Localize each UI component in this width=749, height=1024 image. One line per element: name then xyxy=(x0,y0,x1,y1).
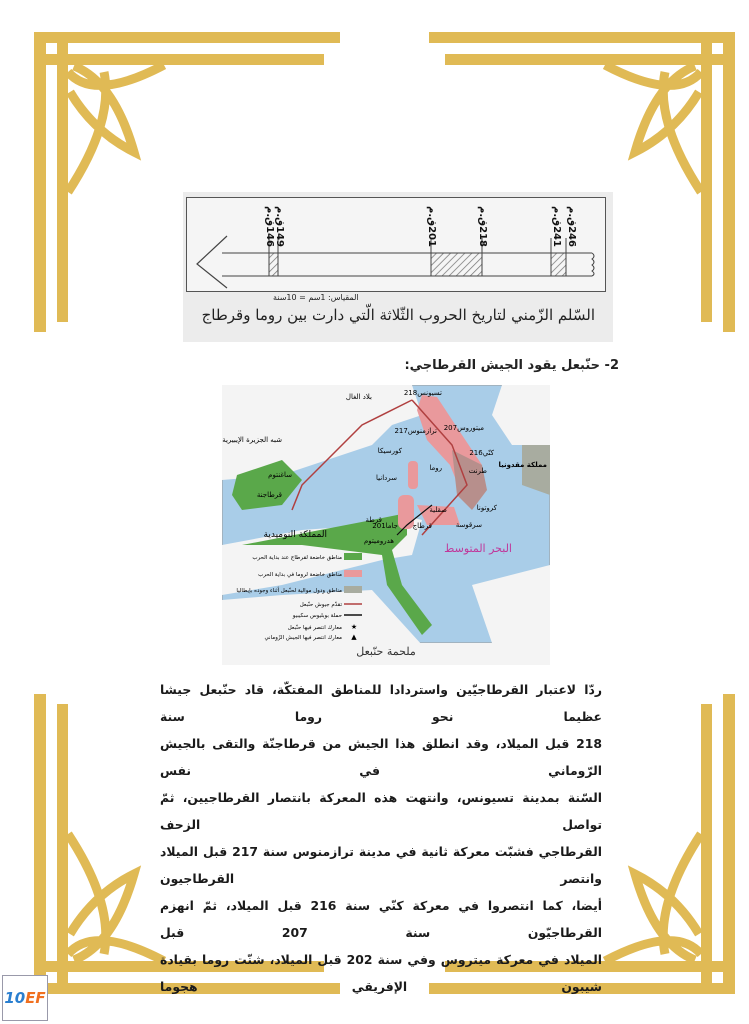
legend-item: معارك انتصر فيها الجيش الرّوماني xyxy=(264,635,342,641)
map-label: تسيونس218 xyxy=(403,389,442,397)
text-line: ردّا لاعتبار القرطاجيّين واستردادا للمناطق المفتكّة، قاد حنّبعل جيشا عظيما نحو روما سنة xyxy=(160,682,602,724)
timeline-date: 149ق.م xyxy=(274,206,285,247)
map-label: سرقوسة xyxy=(455,521,482,529)
map-label: ميتوروس207 xyxy=(443,424,484,432)
map-label: كنّي216 xyxy=(469,449,494,457)
legend-item: حملة بوبليوس سكيبيو xyxy=(292,613,342,619)
map-label: كروتونا xyxy=(476,504,497,512)
text-line: الميلاد في معركة ميتروس وفي سنة 202 قبل الميلاد، شنّت روما بقيادة شيبون الإفريقي هجوما xyxy=(160,952,602,994)
map-label: ترازمنوس217 xyxy=(394,427,437,435)
timeline-scale: المقياس: 1سم = 10سنة xyxy=(273,293,359,302)
map-label: قرطاج xyxy=(412,522,432,530)
map-label: قرطة xyxy=(365,516,382,524)
map-label: سردانيا xyxy=(376,474,397,482)
map-label: ساغنتوم xyxy=(268,471,292,479)
map-label: روما xyxy=(429,464,442,472)
map-caption: ملحمة حنّبعل xyxy=(356,645,416,658)
svg-text:▲: ▲ xyxy=(351,633,357,641)
map-label: المملكة النوميدية xyxy=(263,530,327,540)
timeline-arrow xyxy=(187,198,605,291)
map-label: هدروميتوم xyxy=(363,537,394,545)
map-label: بلاد الغال xyxy=(345,393,372,401)
logo-number: 10 xyxy=(4,989,26,1007)
legend-item: مناطق خاضعة لروما في بداية الحرب xyxy=(258,572,342,578)
legend-item: تقدّم جيوش حنّبعل xyxy=(299,602,342,608)
timeline-date: 246ق.م xyxy=(566,206,577,247)
timeline-caption: السّلم الزّمني لتاريخ الحروب الثّلاثة الّتي دارت بين روما وقرطاج xyxy=(201,306,595,324)
timeline-box xyxy=(186,197,606,292)
map-label: البحر المتوسط xyxy=(444,542,512,555)
text-line: أيضا، كما انتصروا في معركة كنّي سنة 216 قبل الميلاد، ثمّ انهزم القرطاجيّون سنة 207 قبل xyxy=(160,898,603,940)
timeline-date: 218ق.م xyxy=(477,206,488,247)
timeline-date: 201ق.م xyxy=(426,206,437,247)
map-label: جاما201 xyxy=(372,522,398,530)
legend-item: مناطق ودول موالية لحنّبعل أثناء وجوده بإيطاليا xyxy=(236,588,342,594)
body-paragraph xyxy=(160,676,602,1000)
map-label: طرنت xyxy=(468,467,487,475)
legend-item: مناطق خاضعة لقرطاج عند بداية الحرب xyxy=(252,555,342,561)
legend-item: معارك انتصر فيها حنّبعل xyxy=(287,625,342,631)
text-line: السّنة بمدينة تسيونس، وانتهت هذه المعركة بانتصار القرطاجيين، ثمّ تواصل الزحف xyxy=(160,790,602,832)
map-label: قرطاجنة xyxy=(256,491,282,499)
logo-text: EF xyxy=(25,989,46,1007)
svg-text:★: ★ xyxy=(350,623,358,631)
text-line: 218 قبل الميلاد، وقد انطلق هذا الجيش من قرطاجنّة والتقى بالجيش الرّوماني في نفس xyxy=(160,736,602,778)
text-line: القرطاجي فشبّت معركة ثانية في مدينة ترازمنوس سنة 217 قبل الميلاد وانتصر القرطاجيون xyxy=(160,844,602,886)
hannibal-map xyxy=(222,385,550,665)
timeline-date: 146ق.م xyxy=(264,206,275,247)
section-heading: 2- حنّبعل يقود الجيش القرطاجي: xyxy=(404,358,619,373)
timeline-figure xyxy=(183,192,613,342)
site-logo xyxy=(2,975,48,1021)
map-label: كورسيكا xyxy=(377,447,402,455)
timeline-date: 241ق.م xyxy=(551,206,562,247)
map-label: شبه الجزيرة الإيبيرية xyxy=(222,436,282,444)
map-label: صقلية xyxy=(429,506,447,514)
map-label: مملكة مقدونيا xyxy=(498,461,547,469)
